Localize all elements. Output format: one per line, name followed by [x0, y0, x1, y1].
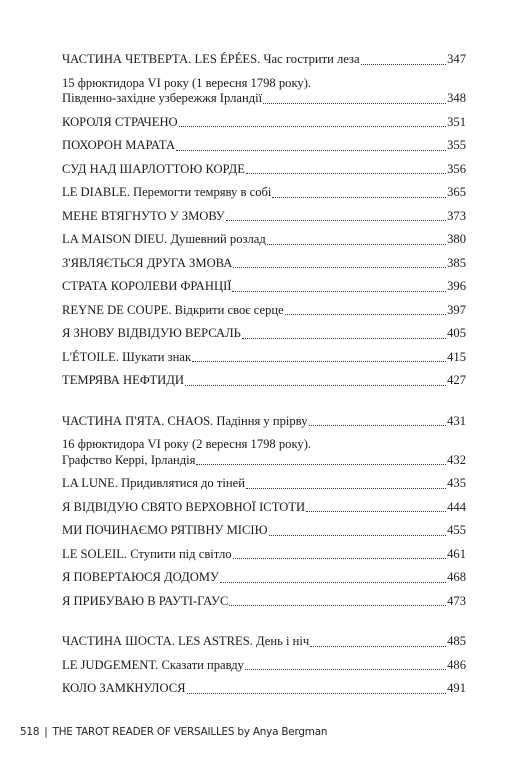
toc-entry-page: 396 — [447, 279, 466, 293]
toc-entry-page: 468 — [447, 570, 466, 584]
table-of-contents — [62, 52, 466, 705]
toc-entry-title: Я ПРИБУВАЮ В РАУТІ-ГАУС — [62, 593, 229, 608]
toc-entry-page: 348 — [447, 91, 466, 105]
toc-entry-page: 351 — [447, 114, 466, 129]
toc-entry[interactable] — [62, 303, 466, 319]
dot-leader — [242, 338, 446, 339]
toc-entry-title: З'ЯВЛЯЄТЬСЯ ДРУГА ЗМОВА — [62, 255, 233, 270]
dot-leader — [272, 197, 446, 198]
dot-leader — [233, 558, 447, 559]
toc-entry[interactable] — [62, 437, 466, 468]
toc-entry[interactable] — [62, 209, 466, 225]
toc-entry-title: МЕНЕ ВТЯГНУТО У ЗМОВУ — [62, 208, 225, 223]
book-title: THE TAROT READER OF VERSAILLES — [52, 726, 235, 738]
dot-leader — [179, 126, 446, 127]
toc-entry-title: L'ÉTOILE. Шукати знак — [62, 349, 192, 364]
toc-entry-title: Я ПОВЕРТАЮСЯ ДОДОМУ — [62, 570, 219, 584]
toc-entry[interactable] — [62, 232, 466, 248]
toc-entry[interactable] — [62, 476, 466, 492]
dot-leader — [269, 535, 447, 536]
dot-leader — [176, 150, 446, 151]
toc-entry-page: 347 — [447, 52, 466, 66]
toc-entry[interactable] — [62, 523, 466, 539]
toc-entry-title: ЧАСТИНА ЧЕТВЕРТА. LES ÉPÉES. Час гострити леза — [62, 52, 360, 66]
running-footer — [20, 726, 327, 738]
dot-leader — [246, 488, 446, 489]
toc-entry-title: Графство Керрі, Ірландія — [62, 452, 196, 467]
toc-entry-title: ТЕМРЯВА НЕФТИДИ — [62, 373, 184, 387]
author-credit: by Anya Bergman — [237, 726, 328, 738]
toc-entry[interactable] — [62, 634, 466, 650]
toc-entry-title: Я ВІДВІДУЮ СВЯТО ВЕРХОВНОЇ ІСТОТИ — [62, 499, 306, 514]
toc-entry-page: 415 — [447, 349, 466, 364]
toc-entry-date: 16 фрюктидора VI року (2 вересня 1798 року). — [62, 437, 312, 451]
toc-entry[interactable] — [62, 52, 466, 68]
toc-entry-page: 385 — [447, 255, 466, 270]
section-gap — [62, 617, 466, 634]
toc-entry-page: 432 — [447, 452, 466, 467]
toc-entry-title: Я ЗНОВУ ВІДВІДУЮ ВЕРСАЛЬ — [62, 326, 241, 340]
toc-entry-page: 486 — [447, 657, 466, 672]
toc-entry-title: REYNE DE COUPE. Відкрити своє серце — [62, 302, 284, 317]
dot-leader — [226, 220, 446, 221]
toc-entry-title: МИ ПОЧИНАЄМО РЯТІВНУ МІСІЮ — [62, 523, 268, 537]
toc-entry-page: 435 — [447, 476, 466, 490]
dot-leader — [233, 267, 446, 268]
toc-entry-title: СУД НАД ШАРЛОТТОЮ КОРДЕ — [62, 161, 245, 176]
toc-entry-title: LE SOLEIL. Ступити під світло — [62, 546, 232, 561]
toc-entry-page: 405 — [447, 326, 466, 340]
page-number: 518 — [20, 726, 40, 738]
toc-entry[interactable] — [62, 547, 466, 563]
dot-leader — [309, 425, 447, 426]
toc-entry-title: КОРОЛЯ СТРАЧЕНО — [62, 114, 178, 129]
toc-entry-title: LE DIABLE. Перемогти темряву в собі — [62, 185, 272, 199]
toc-entry[interactable] — [62, 256, 466, 272]
toc-entry-page: 444 — [447, 499, 466, 514]
toc-entry-title: LE JUDGEMENT. Сказати правду — [62, 657, 244, 672]
toc-entry-date: 15 фрюктидора VI року (1 вересня 1798 року). — [62, 75, 312, 90]
dot-leader — [263, 103, 446, 104]
toc-entry-page: 455 — [447, 523, 466, 537]
toc-entry-page: 355 — [447, 138, 466, 152]
toc-entry-title: LA LUNE. Придивлятися до тіней — [62, 476, 245, 490]
toc-entry-title: ЧАСТИНА ШОСТА. LES ASTRES. День і ніч — [62, 634, 310, 648]
dot-leader — [246, 173, 446, 174]
dot-leader — [285, 314, 446, 315]
dot-leader — [245, 669, 446, 670]
toc-entry-page: 473 — [447, 593, 466, 608]
toc-entry-page: 356 — [447, 161, 466, 176]
toc-entry[interactable] — [62, 414, 466, 430]
toc-entry[interactable] — [62, 681, 466, 697]
footer-separator: | — [44, 726, 48, 738]
dot-leader — [192, 361, 446, 362]
toc-entry-page: 431 — [447, 413, 466, 428]
toc-entry[interactable] — [62, 658, 466, 674]
toc-entry[interactable] — [62, 76, 466, 107]
dot-leader — [220, 582, 446, 583]
toc-entry-page: 397 — [447, 302, 466, 317]
dot-leader — [267, 244, 446, 245]
toc-entry-page: 365 — [447, 185, 466, 199]
toc-entry[interactable] — [62, 350, 466, 366]
dot-leader — [187, 693, 447, 694]
dot-leader — [185, 385, 446, 386]
dot-leader — [232, 291, 446, 292]
toc-entry-page: 461 — [447, 546, 466, 561]
dot-leader — [196, 464, 446, 465]
toc-entry-page: 373 — [447, 208, 466, 223]
toc-entry-page: 427 — [447, 373, 466, 387]
toc-entry[interactable] — [62, 500, 466, 516]
toc-entry-page: 485 — [447, 634, 466, 648]
toc-entry[interactable] — [62, 162, 466, 178]
dot-leader — [361, 64, 446, 65]
toc-entry-title: LA MAISON DIEU. Душевний розлад — [62, 232, 266, 246]
dot-leader — [310, 646, 446, 647]
toc-entry[interactable] — [62, 373, 466, 389]
toc-entry[interactable] — [62, 594, 466, 610]
toc-entry[interactable] — [62, 138, 466, 154]
toc-entry-page: 491 — [447, 681, 466, 695]
toc-entry[interactable] — [62, 279, 466, 295]
toc-entry[interactable] — [62, 185, 466, 201]
toc-entry-title: ПОХОРОН МАРАТА — [62, 138, 176, 152]
toc-entry-title: СТРАТА КОРОЛЕВИ ФРАНЦІЇ — [62, 279, 232, 293]
toc-entry-page: 380 — [447, 232, 466, 246]
dot-leader — [229, 605, 446, 606]
toc-entry-title: ЧАСТИНА П'ЯТА. CHAOS. Падіння у прірву — [62, 413, 308, 428]
dot-leader — [306, 511, 446, 512]
toc-entry[interactable] — [62, 115, 466, 131]
toc-entry-title: Південно-західне узбережжя Ірландії — [62, 91, 263, 105]
toc-entry[interactable] — [62, 570, 466, 586]
section-gap — [62, 397, 466, 414]
toc-entry[interactable] — [62, 326, 466, 342]
toc-entry-title: КОЛО ЗАМКНУЛОСЯ — [62, 681, 186, 695]
